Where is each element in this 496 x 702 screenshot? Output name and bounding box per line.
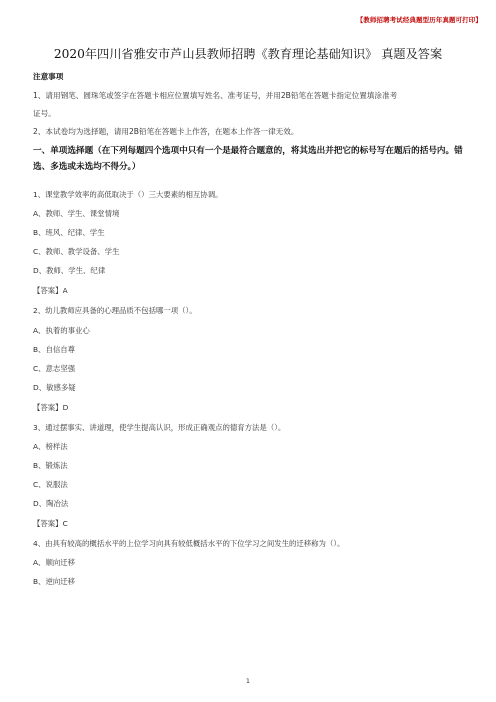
- question-2-option-d: D、敏感多疑: [33, 383, 76, 392]
- notes-heading: 注意事项: [33, 72, 64, 81]
- question-1-option-d: D、教师、学生、纪律: [33, 266, 106, 275]
- question-4-option-b: B、逆向迁移: [33, 577, 76, 586]
- question-2-answer: 【答案】D: [33, 403, 69, 412]
- section-heading: 一、单项选择题（在下列每题四个选项中只有一个是最符合题意的，将其选出并把它的标号写在题后的括号内。错选、多选或未选均不得分。）: [33, 146, 463, 172]
- question-3-stem: 3、通过摆事实、讲道理，使学生提高认识，形成正确观点的德育方法是（）。: [33, 423, 286, 432]
- question-2-option-a: A、执着的事业心: [33, 326, 90, 335]
- question-2-option-c: C、意志坚强: [33, 364, 76, 373]
- question-1-stem: 1、课堂教学效率的高低取决于（）三大要素的相互协调。: [33, 190, 223, 199]
- question-2-stem: 2、幼儿教师应具备的心理品质不包括哪一项（）。: [33, 306, 197, 315]
- question-3-option-a: A、榜样法: [33, 442, 68, 451]
- notes-item-2: 2、本试卷均为选择题，请用2B铅笔在答题卡上作答，在题本上作答一律无效。: [33, 127, 299, 136]
- question-3-option-b: B、锻炼法: [33, 461, 68, 470]
- question-1-answer: 【答案】A: [33, 286, 68, 295]
- document-title: 2020年四川省雅安市芦山县教师招聘《教育理论基础知识》 真题及答案: [53, 47, 443, 61]
- question-2-option-b: B、自信自尊: [33, 345, 76, 354]
- question-1-option-c: C、教师、教学设备、学生: [33, 247, 120, 256]
- question-3-answer: 【答案】C: [33, 519, 68, 528]
- notes-item-1-line-2: 证号。: [33, 109, 56, 118]
- question-4-option-a: A、顺向迁移: [33, 558, 76, 567]
- question-4-stem: 4、由具有较高的概括水平的上位学习向具有较低概括水平的下位学习之间发生的迁移称为（）。: [33, 539, 345, 548]
- notes-item-1-line-1: 1、请用钢笔、圆珠笔或签字在答题卡相应位置填写姓名、准考证号，并用2B铅笔在答题卡指定位置填涂准考: [33, 91, 398, 100]
- question-1-option-a: A、教师、学生、课堂情境: [33, 209, 120, 218]
- question-3-option-d: D、陶冶法: [33, 499, 69, 508]
- question-1-option-b: B、班风、纪律、学生: [33, 228, 105, 237]
- question-3-option-c: C、说服法: [33, 480, 68, 489]
- page-number: 1: [245, 677, 251, 685]
- top-banner: 【教师招聘考试经典题型历年真题可打印】: [356, 16, 482, 24]
